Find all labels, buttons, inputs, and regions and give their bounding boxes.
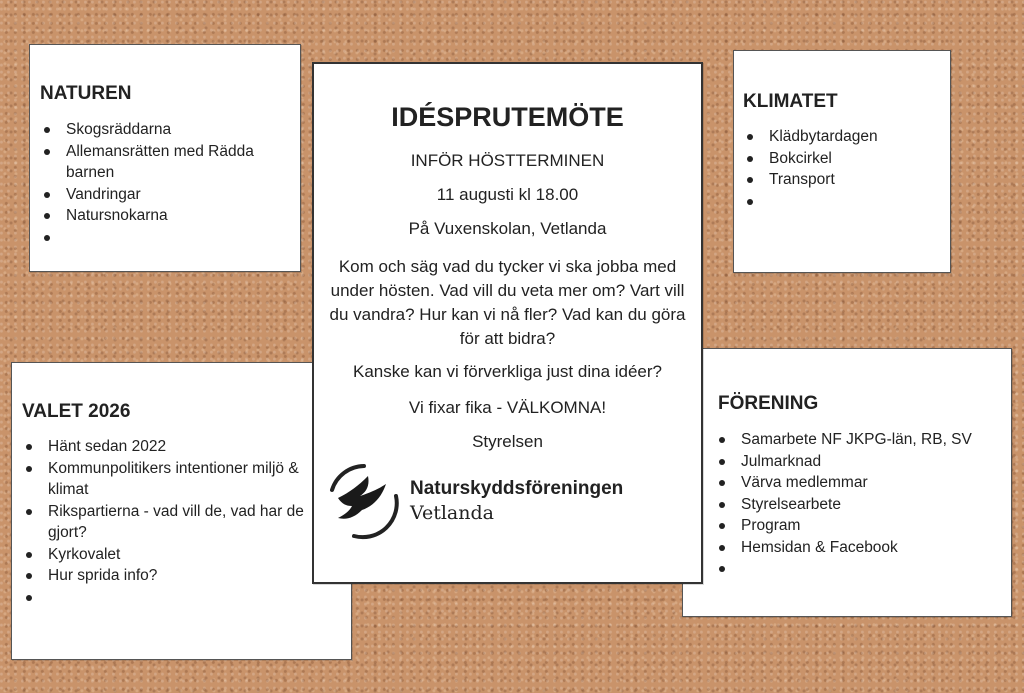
poster-question: Kanske kan vi förverkliga just dina idéer?	[353, 362, 662, 381]
note-title: FÖRENING	[718, 393, 819, 414]
poster-title: IDÉSPRUTEMÖTE	[391, 102, 624, 132]
bullet-list	[715, 429, 1005, 580]
list-item	[715, 558, 1005, 580]
list-item: Program	[715, 515, 1005, 537]
list-item: Transport	[743, 169, 943, 191]
list-item: Klädbytardagen	[743, 126, 943, 148]
list-item: Hur sprida info?	[22, 565, 342, 587]
poster-date: 11 augusti kl 18.00	[436, 185, 579, 204]
list-item: Natursnokarna	[40, 205, 290, 227]
bullet-list	[22, 436, 342, 608]
note-title: KLIMATET	[743, 91, 838, 112]
list-item: Bokcirkel	[743, 148, 943, 170]
org-name: Naturskyddsföreningen	[410, 478, 624, 499]
note-klimatet	[733, 50, 951, 273]
org-place: Vetlanda	[410, 502, 494, 524]
list-item	[40, 227, 290, 249]
list-item: Vandringar	[40, 184, 290, 206]
meeting-poster	[312, 62, 703, 584]
list-item	[743, 191, 943, 213]
note-naturen	[29, 44, 301, 272]
note-title: NATUREN	[40, 83, 132, 104]
list-item: Värva medlemmar	[715, 472, 1005, 494]
bullet-list	[40, 119, 290, 248]
poster-signature: Styrelsen	[472, 432, 543, 451]
swallow-logo-icon	[324, 462, 404, 542]
note-forening	[682, 348, 1012, 617]
note-valet	[11, 362, 352, 660]
poster-body: Kom och säg vad du tycker vi ska jobba med under hösten. Vad vill du veta mer om? Vart vill du vandra? Hur kan vi nå fler? Vad kan du göra för att bidra?	[329, 257, 686, 348]
list-item	[22, 587, 342, 609]
list-item: Hemsidan & Facebook	[715, 537, 1005, 559]
list-item: Samarbete NF JKPG-län, RB, SV	[715, 429, 1005, 451]
poster-subtitle: INFÖR HÖSTTERMINEN	[410, 151, 605, 170]
list-item: Kyrkovalet	[22, 544, 342, 566]
org-logo	[324, 462, 684, 542]
list-item: Skogsräddarna	[40, 119, 290, 141]
list-item: Allemansrätten med Rädda barnen	[40, 141, 290, 184]
note-title: VALET 2026	[22, 401, 131, 422]
list-item: Kommunpolitikers intentioner miljö & klimat	[22, 458, 342, 501]
list-item: Julmarknad	[715, 451, 1005, 473]
list-item: Hänt sedan 2022	[22, 436, 342, 458]
poster-place: På Vuxenskolan, Vetlanda	[408, 219, 607, 238]
bullet-list	[743, 126, 943, 212]
list-item: Styrelsearbete	[715, 494, 1005, 516]
poster-fika: Vi fixar fika - VÄLKOMNA!	[408, 398, 607, 417]
list-item: Rikspartierna - vad vill de, vad har de gjort?	[22, 501, 342, 544]
